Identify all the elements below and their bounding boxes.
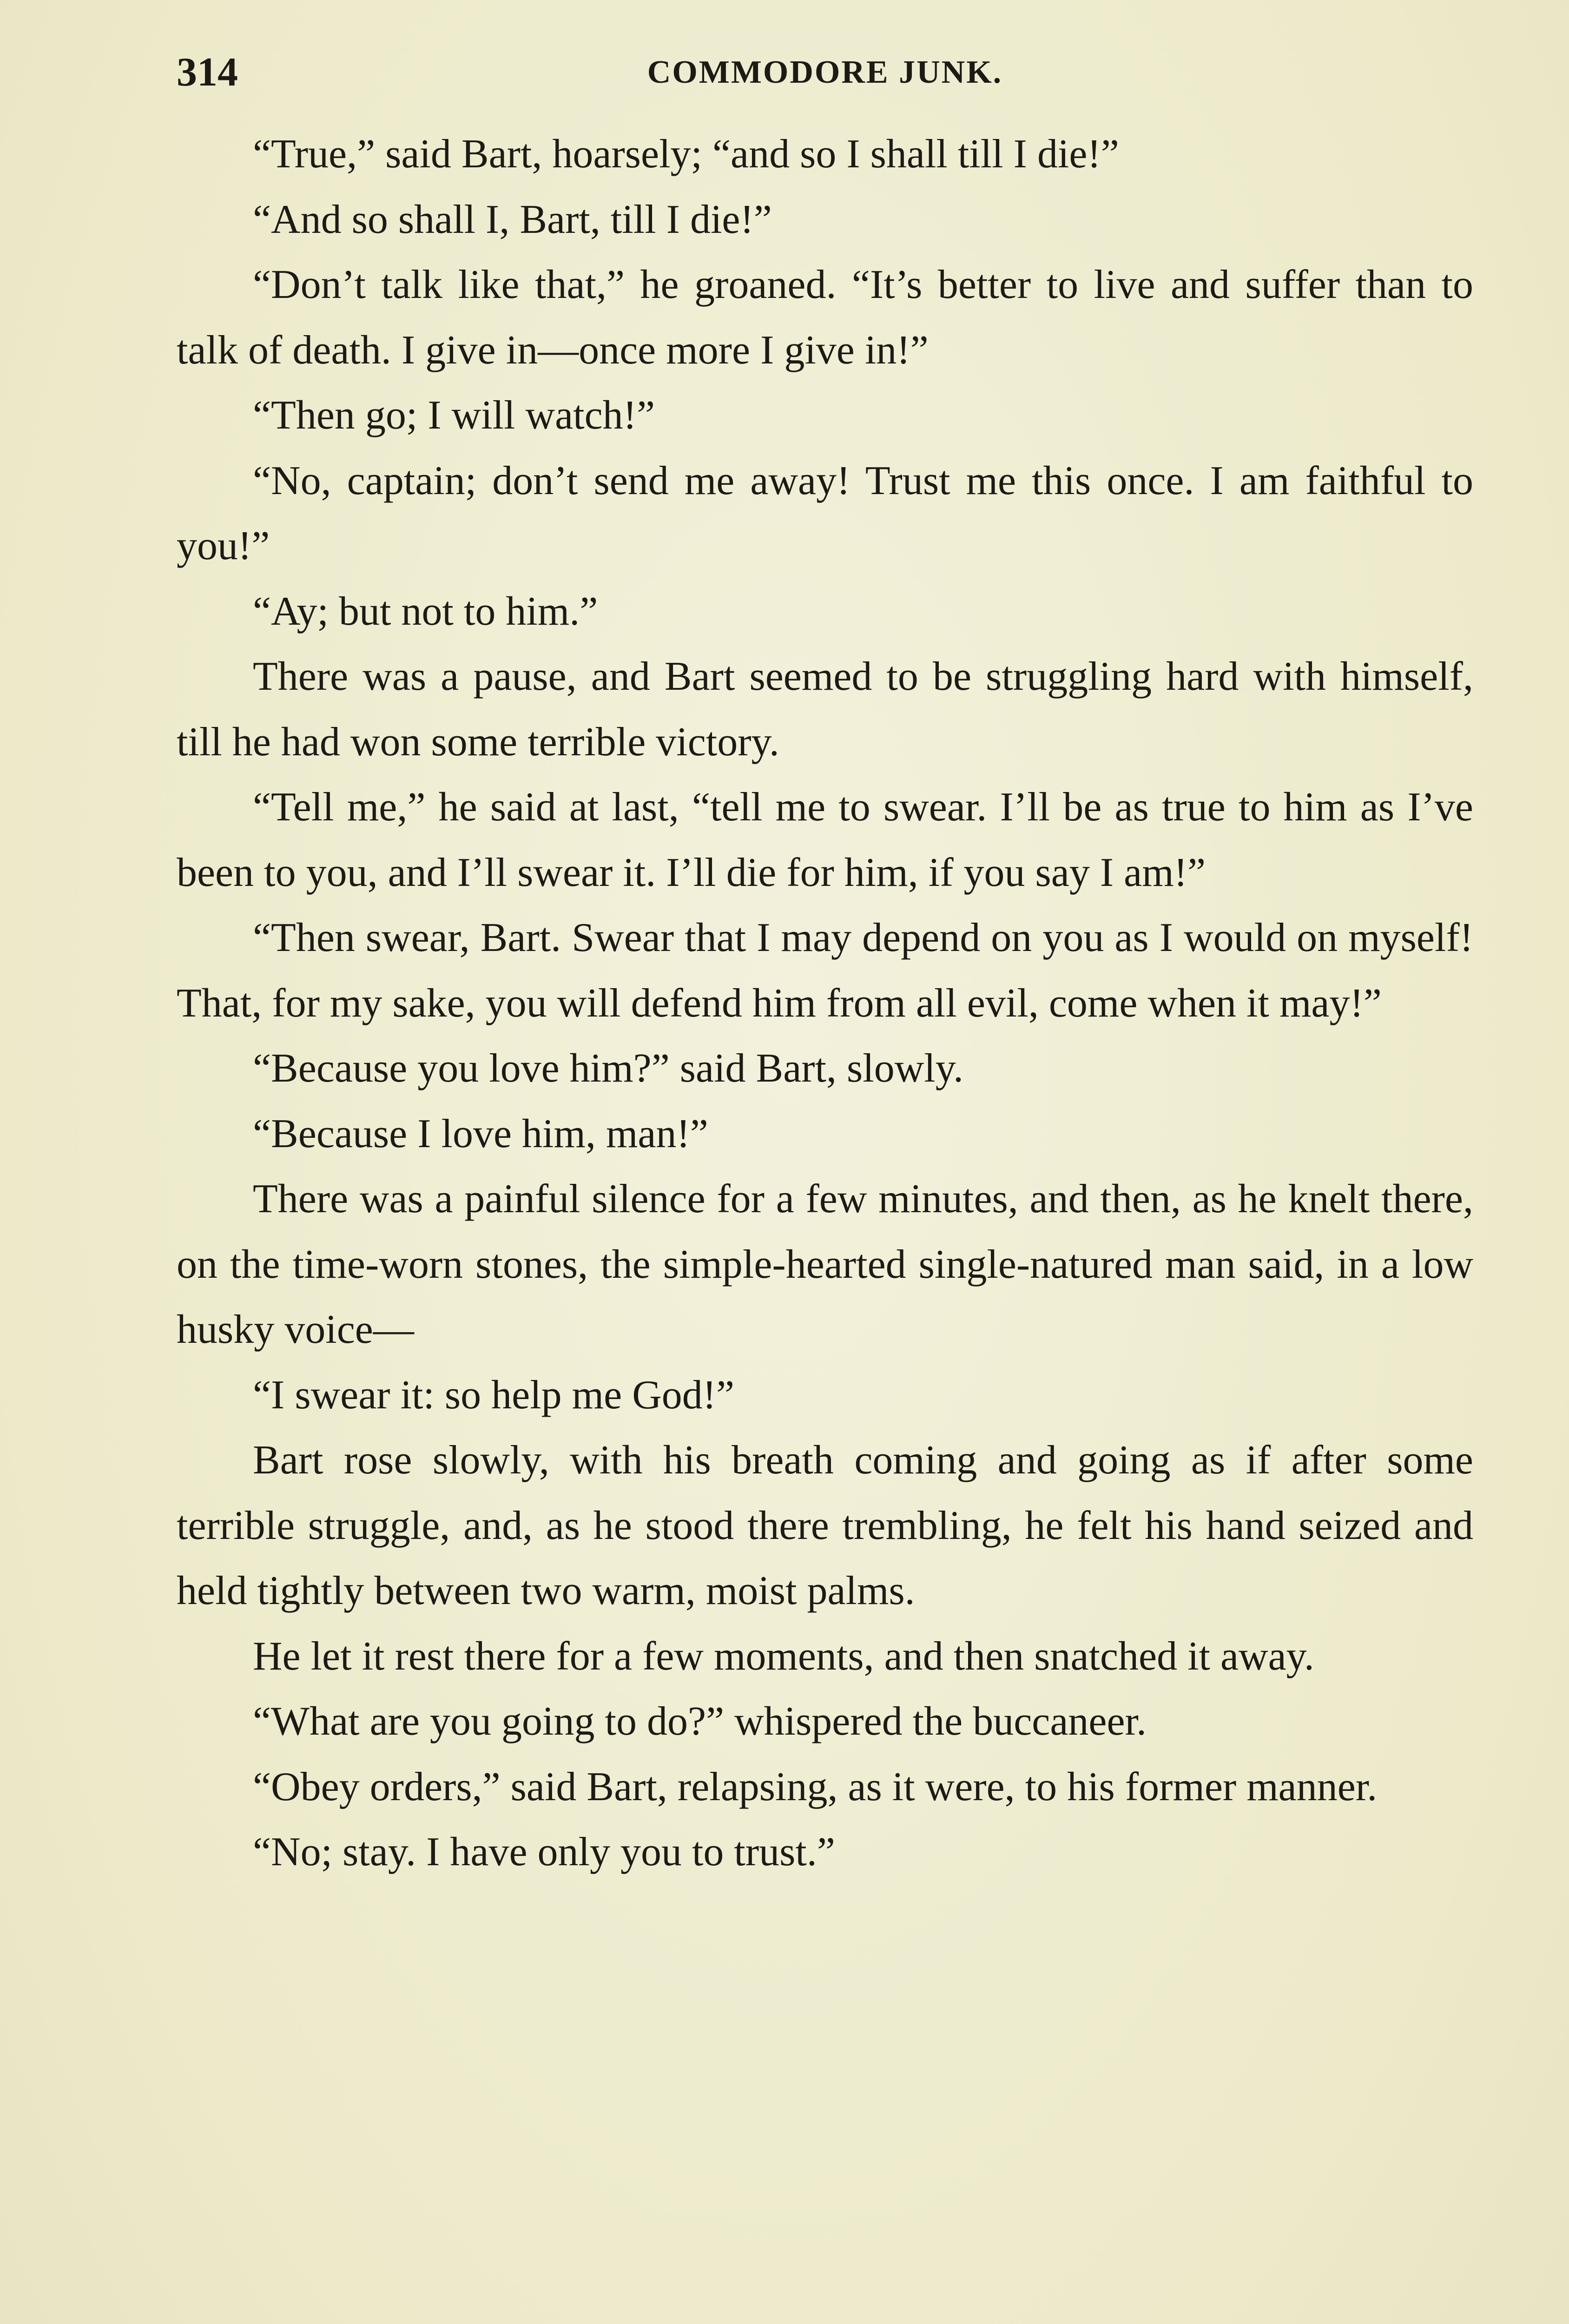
paragraph: “No; stay. I have only you to trust.” <box>253 1829 835 1875</box>
paragraph: “Ay; but not to him.” <box>253 588 598 634</box>
paragraph: “Because you love him?” said Bart, slowly. <box>253 1046 963 1091</box>
paragraph: “Obey orders,” said Bart, relapsing, as it were, to his former manner. <box>253 1764 1378 1809</box>
paragraph: “I swear it: so help me God!” <box>253 1372 735 1418</box>
paragraph: There was a painful silence for a few minutes, and then, as he knelt there, on the time-worn stones, the simple-hearted single-natured man said, in a low husky voice— <box>177 1176 1473 1352</box>
paragraph: “What are you going to do?” whispered the buccaneer. <box>253 1699 1147 1744</box>
page-header <box>177 45 1473 100</box>
paragraph: “And so shall I, Bart, till I die!” <box>253 197 772 242</box>
paragraph: Bart rose slowly, with his breath coming and going as if after some terrible struggle, and, as he stood there trembling, he felt his hand seized and held tightly between two warm, moist palms. <box>177 1438 1473 1613</box>
paragraph: “True,” said Bart, hoarsely; “and so I shall till I die!” <box>253 132 1119 177</box>
paragraph: “Then swear, Bart. Swear that I may depend on you as I would on myself! That, for my sake, you will defend him from all evil, come when it may!” <box>177 915 1473 1026</box>
paragraph: There was a pause, and Bart seemed to be struggling hard with himself, till he had won some terrible victory. <box>177 654 1473 765</box>
paragraph: “No, captain; don’t send me away! Trust me this once. I am faithful to you!” <box>177 458 1473 568</box>
page-number: 314 <box>177 50 238 95</box>
paragraph: “Tell me,” he said at last, “tell me to swear. I’ll be as true to him as I’ve been to you, and I’ll swear it. I’ll die for him, if you say I am!” <box>177 785 1473 895</box>
paragraph: “Then go; I will watch!” <box>253 393 655 438</box>
paragraph: “Don’t talk like that,” he groaned. “It’s better to live and suffer than to talk of death. I give in—once more I give in!” <box>177 262 1473 373</box>
paragraph: He let it rest there for a few moments, and then snatched it away. <box>253 1633 1314 1679</box>
paragraph: “Because I love him, man!” <box>253 1111 708 1156</box>
running-title: COMMODORE JUNK. <box>647 54 1003 90</box>
body-text <box>177 122 1473 1885</box>
